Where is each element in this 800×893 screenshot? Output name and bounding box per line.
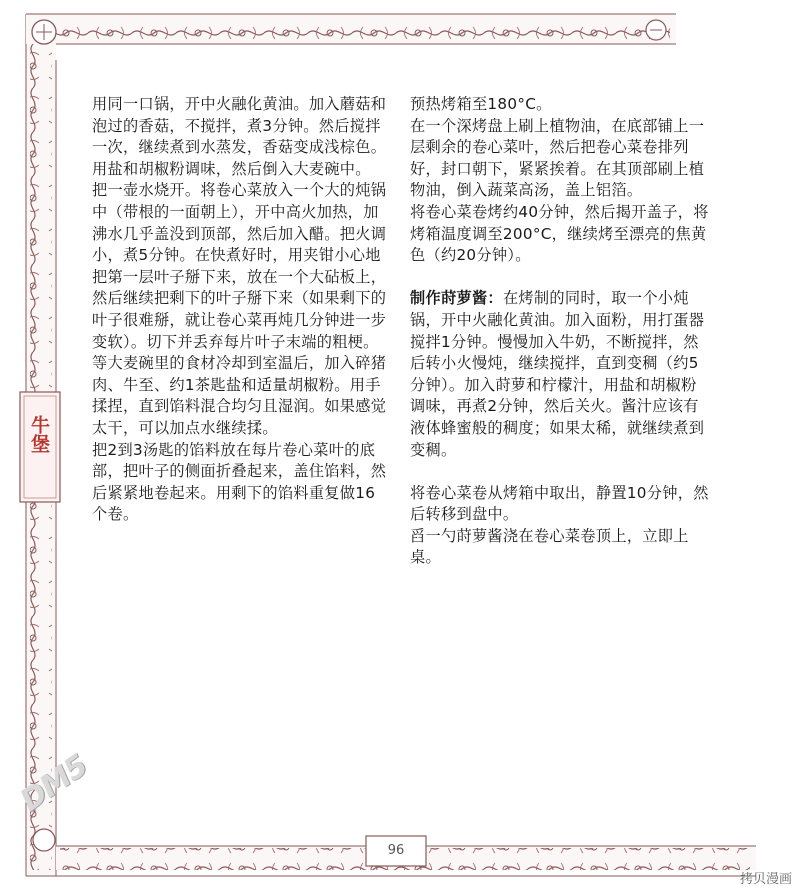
corner-watermark: 拷贝漫画 — [739, 872, 792, 887]
right-column — [410, 94, 710, 569]
paragraph-blanch-cabbage: 把一壶水烧开。将卷心菜放入一个大的炖锅中（带根的一面朝上），开中高火加热，加沸水几乎盖没到顶部，然后加入醋。把火调小，煮5分钟。在快煮好时，用夹钳小心地把第一层叶子掰下来，放在一个大砧板上，然后继续把剩下的叶子掰下来（如果剩下的叶子很难掰，就让卷心菜再炖几分钟进一步变软）。切下并丢弃每片叶子末端的粗梗。 — [92, 181, 387, 351]
page-number: 96 — [387, 843, 405, 858]
paragraph-rest: 将卷心菜卷从烤箱中取出，静置10分钟，然后转移到盘中。 — [410, 483, 709, 524]
paragraph-filling: 等大麦碗里的食材冷却到室温后，加入碎猪肉、牛至、约1茶匙盐和适量胡椒粉。用手揉捏，直到馅料混合均匀且湿润。如果感觉太干，可以加点水继续揉。 — [92, 354, 387, 437]
sauce-heading: 制作莳萝酱： — [410, 289, 503, 308]
paragraph-preheat: 预热烤箱至180°C。 — [410, 95, 552, 113]
paragraph-rolling: 把2到3汤匙的馅料放在每片卷心菜叶的底部，把叶子的侧面折叠起来，盖住馅料，然后紧紧地卷起来。用剩下的馅料重复做16个卷。 — [92, 440, 387, 524]
paragraph-serve: 舀一勺莳萝酱浇在卷心菜卷顶上，立即上桌。 — [410, 526, 689, 567]
paragraph-gap — [410, 461, 710, 483]
paragraph-bake: 将卷心菜卷烤约40分钟，然后揭开盖子，将烤箱温度调至200°C，继续烤至漂亮的焦黄色（约20分钟）。 — [410, 202, 709, 265]
side-title-text: 牛堡 — [28, 415, 50, 453]
sauce-text: 在烤制的同时，取一个小炖锅，开中火融化黄油。加入面粉，用打蛋器搅拌1分钟。慢慢加入牛奶，不断搅拌，然后转小火慢炖，继续搅拌，直到变稠（约5分钟）。加入莳萝和柠檬汁，用盐和胡椒粉调味，再煮2分钟，然后关火。酱汁应该有液体蜂蜜般的稠度；如果太稀，就继续煮到变稠。 — [410, 289, 705, 459]
paragraph-arrange: 在一个深烤盘上刷上植物油，在底部铺上一层剩余的卷心菜叶，然后把卷心菜卷排列好，封口朝下，紧紧挨着。在其顶部刷上植物油，倒入蔬菜高汤，盖上铝箔。 — [410, 116, 705, 200]
watermark-logo: DM5 — [14, 748, 94, 819]
left-column — [92, 94, 390, 526]
paragraph-gap — [410, 267, 710, 289]
paragraph-barley-mushrooms: 用同一口锅，开中火融化黄油。加入蘑菇和泡过的香菇，不搅拌，煮3分钟。然后搅拌一次，继续煮到水蒸发，香菇变成浅棕色。用盐和胡椒粉调味，然后倒入大麦碗中。 — [92, 95, 387, 178]
side-title — [22, 415, 56, 453]
paragraph-sauce — [410, 288, 710, 461]
